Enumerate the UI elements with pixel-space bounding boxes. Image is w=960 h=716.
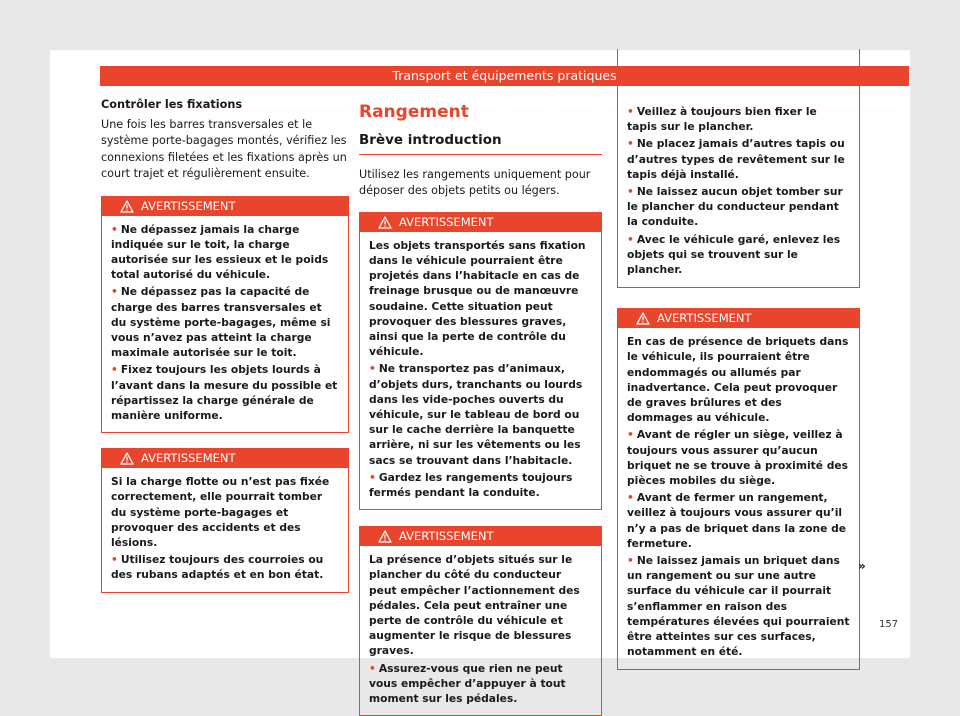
warning-item: • Avec le véhicule garé, enlevez les objets qui se trouvent sur le plancher.: [627, 232, 841, 277]
warning-box: [617, 308, 860, 669]
warning-triangle-icon: [378, 216, 392, 229]
warning-box: [359, 526, 602, 716]
warning-triangle-icon: [120, 452, 134, 465]
intro-paragraph: Une fois les barres transversales et le système porte-bagages montés, vérifiez les connexions filetées et les fixations après un court trajet et régulièrement ensuite.: [101, 118, 347, 181]
warning-title: AVERTISSEMENT: [399, 214, 494, 229]
column-3: [617, 49, 860, 670]
warning-body: [102, 468, 348, 591]
warning-paragraph: En cas de présence de briquets dans le véhicule, ils pourraient être endommagés ou allumés par inadvertance. Cela peut provoquer de graves brûlures et des dommages au véhicule.: [627, 335, 849, 425]
warning-item: • Ne transportez pas d’animaux, d’objets durs, tranchants ou lourds dans les vide-poches ouverts du véhicule, sur le tableau de bord ou sur le cache derrière la banquette arrière, ni sur les vêtements ou les sacs se trouvant dans l’habitacle.: [369, 362, 583, 467]
warning-body: [102, 216, 348, 433]
section-title: Rangement: [359, 102, 469, 122]
warning-paragraph: Les objets transportés sans fixation dans le véhicule pourraient être projetés dans l’habitacle en cas de freinage brusque ou de manœuvre soudaine. Cette situation peut provoquer des blessures graves, ainsi que la perte de contrôle du véhicule.: [369, 238, 586, 359]
warning-paragraph: La présence d’objets situés sur le plancher du côté du conducteur peut empêcher l’actionnement des pédales. Cela peut entraîner une perte de contrôle du véhicule et augmenter le risque de blessures graves.: [369, 553, 580, 658]
chapter-header: Transport et équipements pratiques: [100, 66, 909, 86]
warning-item: • Ne laissez aucun objet tomber sur le plancher du conducteur pendant la conduite.: [627, 185, 843, 229]
warning-header: [618, 309, 859, 328]
warning-continuation: [617, 49, 860, 288]
warning-triangle-icon: [378, 530, 392, 543]
warning-item: • Utilisez toujours des courroies ou des rubans adaptés et en bon état.: [111, 553, 324, 582]
warning-item: • Assurez-vous que rien ne peut vous empêcher d’appuyer à tout moment sur les pédales.: [369, 661, 566, 706]
warning-item: • Ne dépassez jamais la charge indiquée sur le toit, la charge autorisée sur les essieux et le poids total autorisé du véhicule.: [111, 222, 329, 282]
section-subtitle: Brève introduction: [359, 132, 602, 155]
warning-paragraph: Si la charge flotte ou n’est pas fixée correctement, elle pourrait tomber du système porte-bagages et provoquer des accidents et des lésions.: [111, 475, 330, 550]
warning-item: • Ne placez jamais d’autres tapis ou d’autres types de revêtement sur le tapis déjà installé.: [627, 137, 845, 181]
warning-item: • Veillez à toujours bien fixer le tapis sur le plancher.: [627, 105, 817, 134]
warning-title: AVERTISSEMENT: [399, 529, 494, 544]
warning-body: [360, 232, 601, 509]
column-1: [101, 98, 349, 593]
warning-item: • Ne dépassez pas la capacité de charge des barres transversales et du système porte-bagages, même si vous n’avez pas atteint la charge maximale autorisée sur le toit.: [111, 285, 331, 360]
warning-item: • Ne laissez jamais un briquet dans un rangement ou sur une autre surface du véhicule car il pourrait s’enflammer en raison des températures élevées qui pourraient être atteintes sur ces surfaces, notamment en été.: [627, 554, 850, 659]
warning-triangle-icon: [636, 312, 650, 325]
warning-item: • Avant de régler un siège, veillez à toujours vous assurer qu’aucun briquet ne se trouve à proximité des pièces mobiles du siège.: [627, 428, 848, 488]
warning-triangle-icon: [120, 200, 134, 213]
warning-item: • Gardez les rangements toujours fermés pendant la conduite.: [369, 470, 573, 500]
page-number: 157: [879, 619, 899, 630]
warning-title: AVERTISSEMENT: [141, 451, 236, 466]
warning-box: [101, 196, 349, 434]
warning-header: [360, 527, 601, 546]
warning-header: [102, 449, 348, 468]
column-2: [359, 98, 602, 716]
warning-item: • Fixez toujours les objets lourds à l’avant dans la mesure du possible et répartissez la charge générale de manière uniforme.: [111, 363, 338, 423]
warning-header: [360, 213, 601, 232]
warning-body: [618, 328, 859, 668]
intro-paragraph: Utilisez les rangements uniquement pour déposer des objets petits ou légers.: [359, 168, 591, 198]
page: [50, 50, 910, 706]
warning-box: [359, 212, 602, 510]
continued-marker: »: [858, 559, 866, 573]
warning-title: AVERTISSEMENT: [141, 198, 236, 213]
warning-item: • Avant de fermer un rangement, veillez à toujours vous assurer qu’il n’y a pas de briquet dans la zone de fermeture.: [627, 491, 846, 550]
warning-body: [360, 546, 601, 715]
subheading-fixations: Contrôler les fixations: [101, 98, 243, 111]
warning-header: [102, 197, 348, 216]
warning-box: [101, 448, 349, 592]
warning-title: AVERTISSEMENT: [657, 311, 752, 326]
